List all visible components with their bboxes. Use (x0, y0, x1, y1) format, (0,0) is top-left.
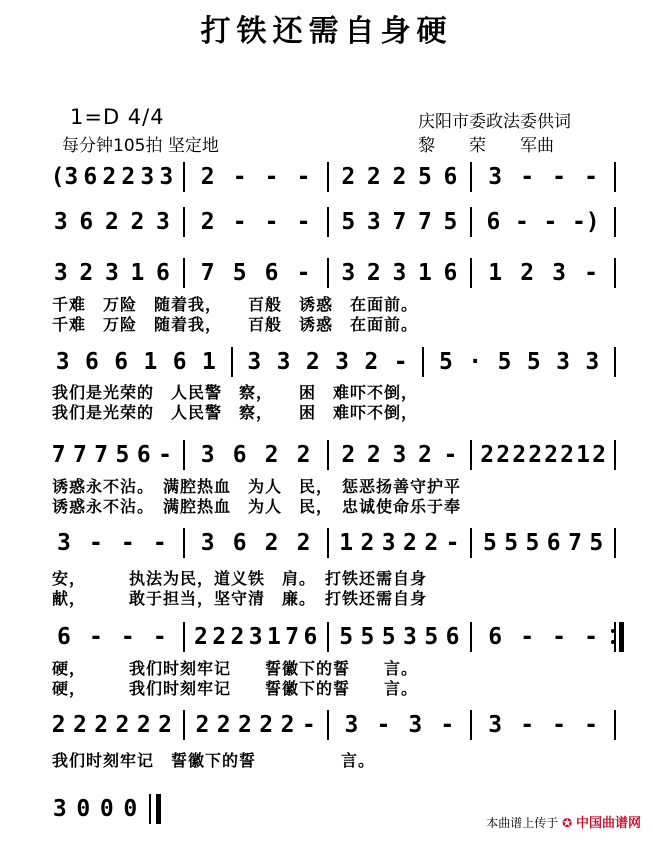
note: 2 (417, 442, 432, 468)
note: 0 (76, 796, 91, 822)
bar-line (231, 347, 233, 377)
measure (479, 438, 607, 472)
note: 6 (172, 349, 187, 375)
note: - (445, 530, 460, 556)
bar-line (327, 528, 329, 558)
note: 2 (158, 712, 172, 738)
staff-notes (40, 526, 620, 560)
note: 3 (344, 712, 359, 738)
note: 6 (156, 260, 170, 286)
note: 2 (280, 712, 295, 738)
note: - (520, 712, 535, 738)
note: 2 (544, 442, 559, 468)
note: 2 (360, 530, 375, 556)
staff-line (40, 438, 620, 516)
note: 5 (482, 530, 497, 556)
lyric-line: 硬， 我们时刻牢记 誓徽下的誓 言。 (52, 659, 419, 678)
note: 6 (303, 624, 318, 650)
note: 2 (212, 624, 227, 650)
site-brand[interactable]: 中国曲谱网 (575, 816, 641, 831)
measure (48, 620, 176, 654)
note: 2 (259, 712, 274, 738)
note: 2 (403, 530, 417, 556)
note: - (515, 209, 529, 235)
credit-text: 本曲谱上传于 (486, 816, 559, 830)
note: 2 (424, 530, 439, 556)
note: 5 (417, 164, 432, 190)
note: 5 (525, 530, 540, 556)
note: - (232, 209, 247, 235)
upload-credit (486, 812, 641, 831)
note: 3 (247, 349, 262, 375)
measure (48, 438, 176, 472)
staff-notes (40, 438, 620, 472)
note: 3 (159, 164, 174, 190)
note: - (158, 442, 172, 468)
note: - (264, 164, 279, 190)
note: - (88, 530, 103, 556)
note: 5 (439, 349, 453, 375)
repeat-bar-line (619, 622, 624, 652)
bar-line (183, 528, 185, 558)
note: 1 (339, 530, 354, 556)
note: 5 (504, 530, 519, 556)
note: 2 (79, 260, 94, 286)
note: 3 (52, 796, 67, 822)
note: - (264, 209, 279, 235)
note: 1 (576, 442, 590, 468)
staff-line (40, 620, 620, 698)
note: 2 (193, 624, 208, 650)
note: 2 (512, 442, 527, 468)
staff-notes (40, 345, 620, 379)
note: 6 (443, 164, 458, 190)
note: 2 (115, 712, 130, 738)
note: 3 (55, 349, 70, 375)
note: - (543, 209, 558, 235)
bar-line (470, 258, 472, 288)
note: 3 (585, 349, 600, 375)
note: 5 (339, 624, 354, 650)
note: 5 (232, 260, 247, 286)
measure (336, 620, 464, 654)
measure (479, 708, 607, 742)
bar-line (470, 162, 472, 192)
note: 3 (392, 260, 407, 286)
note: 6 (136, 442, 151, 468)
note: 1 (143, 349, 158, 375)
lyric-line: 我们是光荣的 人民警 察， 困 难吓不倒， (52, 383, 419, 402)
note: - (152, 624, 167, 650)
staff-notes (40, 160, 620, 194)
bar-line (327, 207, 329, 237)
note: 2 (296, 442, 311, 468)
note: 3 (381, 530, 396, 556)
measure (192, 438, 320, 472)
repeat-dot (611, 629, 615, 633)
measure (192, 256, 320, 290)
measure (48, 792, 142, 826)
note: 2 (200, 209, 215, 235)
measure (336, 526, 464, 560)
note: 2 (560, 442, 574, 468)
note: 3 (248, 624, 263, 650)
measure (48, 256, 176, 290)
note: 3 (392, 442, 407, 468)
note: 3 (556, 349, 570, 375)
note: 3 (276, 349, 291, 375)
note: 0 (123, 796, 138, 822)
note: 6 (232, 442, 247, 468)
note: 2 (121, 164, 136, 190)
measure (192, 620, 320, 654)
note: 6 (79, 209, 94, 235)
note: 1 (488, 260, 503, 286)
note: 5 (381, 624, 396, 650)
note: 3 (366, 209, 381, 235)
note: 5 (360, 624, 375, 650)
note: 2 (51, 712, 66, 738)
note: 2 (230, 624, 245, 650)
staff-line (40, 256, 620, 334)
bar-line (614, 710, 616, 740)
measure (336, 205, 464, 239)
note: 3 (488, 712, 503, 738)
staff-line (40, 708, 620, 774)
lyric-line: 诱惑永不沾。 满腔热血 为人 民， 惩恶扬善守护平 (52, 477, 462, 496)
note: 2 (366, 164, 381, 190)
bar-line (183, 258, 185, 288)
bar-line (327, 710, 329, 740)
lyric-line: 诱惑永不沾。 满腔热血 为人 民， 忠诚使命乐于奉 (52, 497, 462, 516)
note: - (393, 349, 408, 375)
measure (48, 708, 176, 742)
measure (431, 345, 607, 379)
final-bar-line (156, 794, 161, 824)
measure (479, 526, 607, 560)
note: 2 (104, 209, 119, 235)
note: 3 (403, 624, 417, 650)
note: 2 (592, 442, 606, 468)
note: 2 (136, 712, 151, 738)
bar-line (470, 528, 472, 558)
measure (192, 205, 320, 239)
note: 3 (156, 209, 170, 235)
note: 7 (392, 209, 407, 235)
bar-line (327, 258, 329, 288)
bar-line (470, 710, 472, 740)
bar-line (614, 207, 616, 237)
bar-line (614, 528, 616, 558)
measure (192, 526, 320, 560)
note: 2 (341, 164, 356, 190)
staff-notes (40, 256, 620, 290)
note: 5 (443, 209, 458, 235)
measure (336, 438, 464, 472)
note: 6 (443, 260, 458, 286)
bar-line (327, 162, 329, 192)
note: · (468, 349, 483, 375)
note: 3 (341, 260, 356, 286)
note: 2 (72, 712, 87, 738)
note: 2 (94, 712, 109, 738)
note: 6 (486, 209, 501, 235)
bar-line (614, 258, 616, 288)
note: - (120, 624, 135, 650)
note: 2 (296, 530, 311, 556)
note: 6 (264, 260, 279, 286)
note: - (520, 624, 535, 650)
bar-line (327, 440, 329, 470)
lyric-line: 我们时刻牢记 誓徽下的誓 言。 (52, 751, 376, 770)
site-logo-icon: ✪ (562, 816, 573, 830)
note: 7 (200, 260, 215, 286)
note: 3 (200, 442, 215, 468)
note: 2 (195, 712, 210, 738)
note: - (520, 164, 535, 190)
note: - (552, 624, 567, 650)
staff-notes (40, 708, 620, 742)
note: 7 (417, 209, 432, 235)
measure (48, 345, 224, 379)
note: - (296, 209, 311, 235)
bar-line (149, 794, 151, 824)
note: 5 (497, 349, 512, 375)
note: 2 (496, 442, 511, 468)
key-signature: 1=D 4/4 (70, 105, 165, 129)
note: - (552, 712, 567, 738)
note: 1 (130, 260, 145, 286)
note: 3 (57, 530, 71, 556)
note: 3 (335, 349, 350, 375)
bar-line (470, 440, 472, 470)
bar-line (470, 207, 472, 237)
note: 2 (366, 260, 381, 286)
note: - (584, 624, 598, 650)
bar-line (614, 347, 616, 377)
note: 7 (285, 624, 300, 650)
note: - (443, 442, 458, 468)
note: 2 (264, 530, 279, 556)
note: 2 (341, 442, 356, 468)
lyric-line: 安， 执法为民，道义铁 肩。 打铁还需自身 (52, 569, 428, 588)
staff-notes (40, 620, 620, 654)
bar-line (183, 207, 185, 237)
note: - (440, 712, 455, 738)
staff-notes (40, 205, 620, 239)
note: 6 (114, 349, 129, 375)
note: -) (571, 209, 600, 235)
note: (3 (50, 164, 79, 190)
lyric-line: 献， 敢于担当，坚守清 廉。 打铁还需自身 (52, 589, 428, 608)
note: 2 (528, 442, 543, 468)
note: - (296, 260, 311, 286)
note: 3 (488, 164, 503, 190)
bar-line (614, 162, 616, 192)
note: - (152, 530, 167, 556)
note: 6 (84, 349, 99, 375)
repeat-dot (611, 640, 615, 644)
note: 5 (526, 349, 541, 375)
note: 1 (417, 260, 432, 286)
note: 3 (200, 530, 215, 556)
note: 5 (589, 530, 604, 556)
note: 6 (57, 624, 71, 650)
lyric-line: 我们是光荣的 人民警 察， 困 难吓不倒， (52, 403, 419, 422)
staff-line (40, 526, 620, 608)
note: 6 (83, 164, 98, 190)
note: 7 (51, 442, 66, 468)
note: 7 (94, 442, 109, 468)
bar-line (183, 162, 185, 192)
note: - (376, 712, 391, 738)
note: 2 (102, 164, 117, 190)
note: 2 (364, 349, 379, 375)
note: - (301, 712, 316, 738)
note: 2 (480, 442, 495, 468)
note: - (584, 712, 598, 738)
bar-line (614, 622, 616, 652)
note: 2 (392, 164, 407, 190)
note: 3 (552, 260, 567, 286)
bar-line (470, 622, 472, 652)
note: - (296, 164, 311, 190)
note: 7 (568, 530, 582, 556)
note: 2 (200, 164, 215, 190)
measure (48, 205, 176, 239)
measure (479, 256, 607, 290)
note: - (120, 530, 135, 556)
measure (479, 160, 607, 194)
note: 5 (115, 442, 130, 468)
note: 2 (216, 712, 231, 738)
page-title: 打铁还需自身硬 (200, 14, 453, 49)
tempo-marking: 每分钟105拍 坚定地 (62, 136, 219, 156)
note: 0 (99, 796, 114, 822)
note: 3 (53, 209, 68, 235)
measure (336, 160, 464, 194)
bar-line (422, 347, 424, 377)
note: 6 (488, 624, 503, 650)
note: - (232, 164, 247, 190)
lyric-line: 千难 万险 随着我， 百般 诱惑 在面前。 (52, 295, 419, 314)
measure (479, 620, 607, 654)
bar-line (327, 622, 329, 652)
lyric-line: 硬， 我们时刻牢记 誓徽下的誓 言。 (52, 679, 419, 698)
note: 6 (445, 624, 460, 650)
bar-line (183, 710, 185, 740)
note: 7 (72, 442, 87, 468)
note: 3 (53, 260, 68, 286)
bar-line (183, 622, 185, 652)
measure (240, 345, 416, 379)
note: 5 (424, 624, 439, 650)
bar-line (614, 440, 616, 470)
note: 2 (305, 349, 320, 375)
lyricist-credit: 庆阳市委政法委供词 (418, 112, 571, 132)
measure (192, 708, 320, 742)
note: 2 (264, 442, 279, 468)
note: - (584, 164, 598, 190)
measure (48, 160, 176, 194)
note: 3 (140, 164, 155, 190)
measure (336, 256, 464, 290)
note: - (88, 624, 103, 650)
measure (479, 205, 607, 239)
lyric-line: 千难 万险 随着我， 百般 诱惑 在面前。 (52, 315, 419, 334)
measure (48, 526, 176, 560)
note: 1 (202, 349, 216, 375)
note: 3 (104, 260, 119, 286)
note: - (584, 260, 598, 286)
measure (192, 160, 320, 194)
note: 2 (520, 260, 535, 286)
note: 6 (232, 530, 247, 556)
composer-credit: 黎 荣 军曲 (418, 136, 554, 156)
note: 2 (238, 712, 252, 738)
note: 5 (341, 209, 356, 235)
note: 6 (546, 530, 561, 556)
note: 2 (130, 209, 145, 235)
staff-line (40, 345, 620, 422)
bar-line (183, 440, 185, 470)
note: 3 (408, 712, 423, 738)
note: - (552, 164, 567, 190)
note: 1 (266, 624, 281, 650)
measure (336, 708, 464, 742)
note: 2 (366, 442, 381, 468)
